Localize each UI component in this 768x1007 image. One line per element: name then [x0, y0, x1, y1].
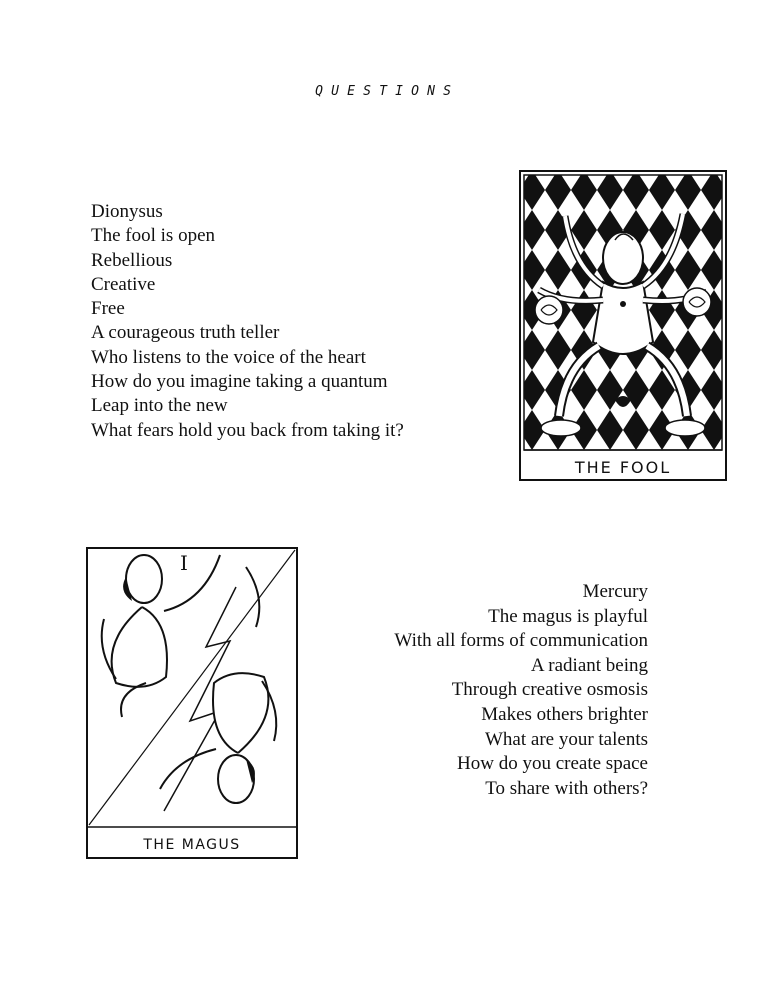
- poem-line: A radiant being: [530, 654, 648, 676]
- card-numeral: I: [180, 551, 188, 575]
- poem-line: A courageous truth teller: [91, 322, 280, 344]
- poem-line: Makes others brighter: [481, 703, 648, 725]
- heading-letter: I: [395, 84, 405, 99]
- poem-line: What fears hold you back from taking it?: [91, 419, 404, 441]
- card-the-fool: [519, 170, 727, 481]
- heading-letter: T: [379, 84, 389, 99]
- poem-line: How do you create space: [457, 753, 648, 775]
- card-label-magus: THE MAGUS: [143, 837, 241, 853]
- poem-line: How do you imagine taking a quantum: [91, 371, 388, 393]
- poem-fool: [91, 200, 404, 443]
- poem-line: Through creative osmosis: [451, 679, 648, 701]
- poem-line: To share with others?: [485, 777, 648, 799]
- heading-letter: S: [363, 84, 373, 99]
- poem-line: Rebellious: [91, 249, 173, 271]
- heading-letter: O: [411, 84, 421, 99]
- heading-letter: S: [443, 84, 453, 99]
- poem-line: With all forms of communication: [394, 630, 648, 652]
- fool-illustration: [519, 170, 727, 481]
- poem-line: Leap into the new: [91, 395, 228, 417]
- card-the-magus: [86, 547, 298, 859]
- poem-line: The magus is playful: [488, 605, 648, 627]
- poem-magus: [394, 580, 648, 801]
- poem-line: Mercury: [582, 581, 648, 602]
- poem-line: Free: [91, 298, 125, 320]
- page-heading: [0, 84, 768, 99]
- heading-letter: E: [347, 84, 357, 99]
- poem-line: What are your talents: [484, 728, 648, 750]
- poem-line: Creative: [91, 273, 156, 295]
- heading-letter: U: [331, 84, 341, 99]
- card-label-fool: THE FOOL: [574, 458, 672, 477]
- heading-letter: Q: [315, 84, 325, 99]
- magus-illustration: [86, 547, 298, 859]
- heading-letter: N: [427, 84, 437, 99]
- poem-line: Who listens to the voice of the heart: [91, 346, 366, 368]
- poem-line: Dionysus: [91, 201, 163, 222]
- poem-line: The fool is open: [91, 225, 216, 247]
